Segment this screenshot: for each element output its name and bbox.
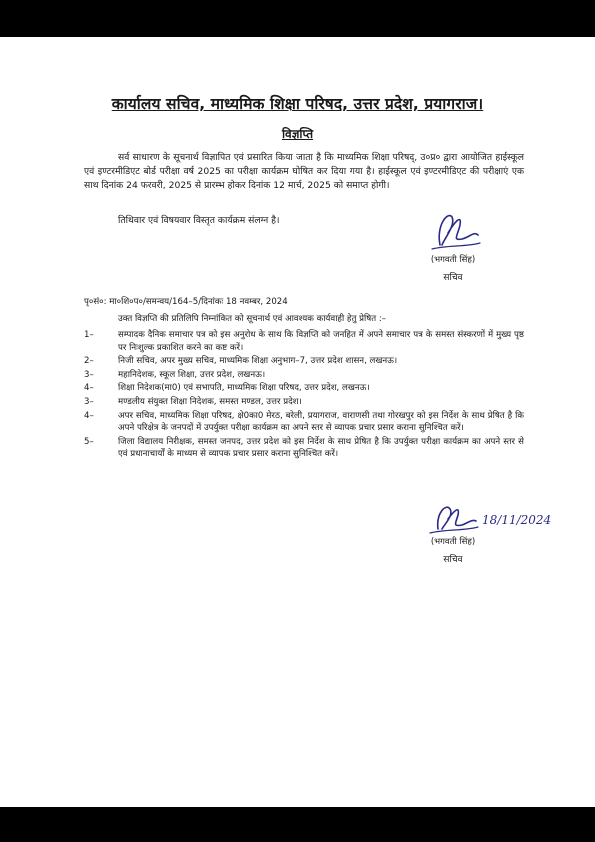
office-heading: कार्यालय सचिव, माध्यमिक शिक्षा परिषद, उत्तर प्रदेश, प्रयागराज। [111,95,484,113]
list-number: 1– [84,330,94,340]
signatory-name: (भगवती सिंह) [430,255,476,265]
list-number: 4– [84,410,94,421]
reference-line: पृ०सं०: मा०शि०प०/समन्वय/164–5/दिनांकः 18 नवम्बर, 2024 [84,297,288,307]
signatory-title: सचिव [443,555,463,565]
handwritten-signature-icon [418,499,488,537]
signatory-title: सचिव [443,273,463,283]
list-text: सम्पादक दैनिक समाचार पत्र को इस अनुरोध के साथ कि विज्ञप्ति को जनहित में अपने समाचार पत्र के समस्त संस्करणों में मुख्य पृष्ठ पर निःशुल्क प्रकाशित करने का कष्ट करें। [118,330,524,353]
list-number: 2– [84,356,94,367]
list-number: 5– [84,436,94,447]
signatory-name: (भगवती सिंह) [430,537,476,547]
signature-block-1 [408,205,498,283]
list-number: 3– [84,369,94,380]
list-item [84,355,524,368]
copy-intro-line: उक्त विज्ञप्ति की प्रतिलिपि निम्नांकित को सूचनार्थ एवं आवश्यक कार्यवाही हेतु प्रेषित :– [118,314,387,324]
notice-paragraph-2: तिथिवार एवं विषयवार विस्तृत कार्यक्रम संलग्न है। [118,215,280,226]
list-text: शिक्षा निदेशक(मा0) एवं सभापति, माध्यमिक शिक्षा परिषद, उत्तर प्रदेश, लखनऊ। [118,383,370,394]
list-item [84,382,524,395]
top-black-bar [0,0,595,37]
list-item [84,329,524,354]
list-item [84,369,524,382]
list-item [84,410,524,435]
list-text: मण्डलीय संयुक्त शिक्षा निदेशक, समस्त मण्डल, उत्तर प्रदेश। [118,396,302,407]
list-number: 3– [84,396,94,407]
list-text: निजी सचिव, अपर मुख्य सचिव, माध्यमिक शिक्षा अनुभाग–7, उत्तर प्रदेश शासन, लखनऊ। [118,356,398,367]
list-item [84,436,524,461]
list-item [84,396,524,409]
signature-block-2 [408,499,498,565]
notice-title: विज्ञप्ति [281,127,314,141]
notice-paragraph-1: सर्व साधारण के सूचनार्थ विज्ञापित एवं प्रसारित किया जाता है कि माध्यमिक शिक्षा परिषद्, उ०प्र० द्वारा आयोजित हाईस्कूल एवं इण्टरमीडिएट बोर्ड परीक्षा वर्ष 2025 का परीक्षा कार्यक्रम घोषित कर दिया गया है। हाईस्कूल एवं इण्टरमीडिएट की परीक्षाएं एक साथ दिनांक 24 फरवरी, 2025 से प्रारम्भ होकर दिनांक 12 मार्च, 2025 को समाप्त होगी। [84,152,524,191]
bottom-black-bar [0,807,595,842]
list-text: महानिदेशक, स्कूल शिक्षा, उत्तर प्रदेश, लखनऊ। [118,369,266,380]
list-text: अपर सचिव, माध्यमिक शिक्षा परिषद, क्षे0का0 मेरठ, बरेली, प्रयागराज, वाराणसी तथा गोरखपुर को इस निर्देश के साथ प्रेषित है कि अपने परिक्षेत्र के जनपदों में उपर्युक्त परीक्षा कार्यक्रम का अपने स्तर से व्यापक प्रचार प्रसार कराना सुनिश्चित करें। [118,410,524,434]
copy-recipient-list [84,329,524,462]
list-text: जिला विद्यालय निरीक्षक, समस्त जनपद, उत्तर प्रदेश को इस निर्देश के साथ प्रेषित है कि उपर्युक्त परीक्षा कार्यक्रम का अपने स्तर से एवं प्रधानाचार्यों के माध्यम से व्यापक प्रचार प्रसार कराना सुनिश्चित करें। [118,436,524,460]
list-number: 4– [84,383,94,394]
handwritten-signature-icon [418,205,488,255]
handwritten-date: 18/11/2024 [482,513,552,527]
document-page [0,37,595,807]
